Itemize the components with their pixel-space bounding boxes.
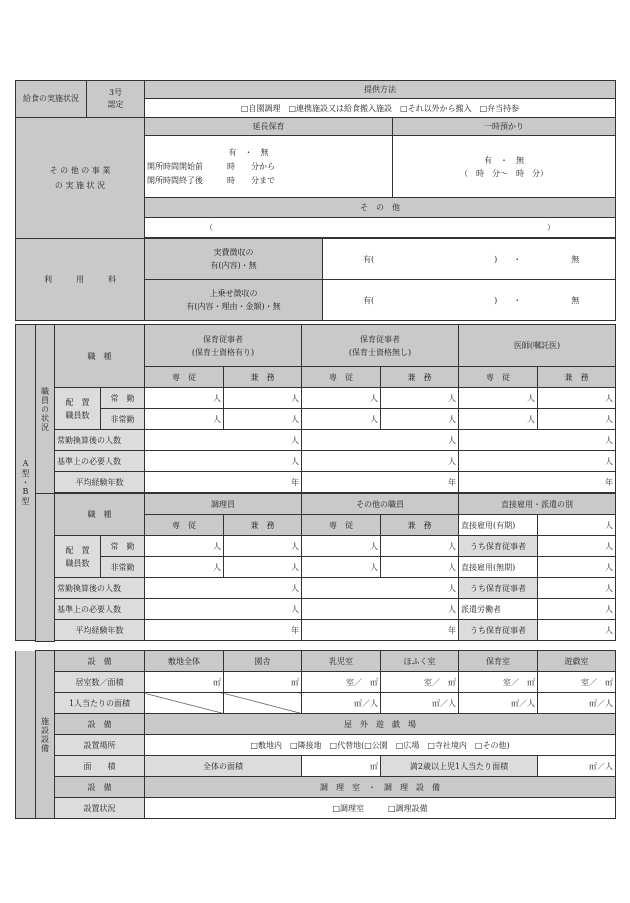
kenmu: 兼 務 (538, 367, 616, 388)
cell[interactable]: 人 (145, 388, 224, 409)
cell[interactable]: 人 (538, 536, 616, 557)
cell[interactable]: 室／ ㎡ (381, 672, 459, 693)
uwanose-label: 上乗せ徴収の 有(内容・理由・金額)・無 (145, 280, 323, 321)
jippi-label: 実費徴収の 有(内容)・無 (145, 239, 323, 280)
cell[interactable]: 人 (381, 536, 459, 557)
jokin: 常 勤 (101, 388, 145, 409)
cell[interactable]: 人 (538, 578, 616, 599)
cell[interactable]: 人 (302, 599, 459, 620)
cell[interactable]: 室／ ㎡ (538, 672, 616, 693)
cell[interactable]: 人 (538, 557, 616, 578)
head-play: 遊戯室 (538, 651, 616, 672)
cell[interactable]: 人 (459, 409, 538, 430)
cell[interactable]: 年 (459, 472, 616, 493)
setsubi: 設 備 (55, 777, 145, 798)
cell[interactable]: 人 (459, 430, 616, 451)
kenmu: 兼 務 (381, 367, 459, 388)
staff-facility-table (15, 324, 616, 642)
senju: 専 従 (459, 367, 538, 388)
col-doctor: 医師(嘱託医) (459, 325, 616, 367)
hijokin: 非常勤 (101, 557, 145, 578)
col-hoiku-yes: 保育従事者 (保育士資格有り) (145, 325, 302, 367)
area-label: 面 積 (55, 756, 145, 777)
keiken: 平均経験年数 (55, 472, 145, 493)
kenmu: 兼 務 (381, 515, 459, 536)
haichi-label-2: 配 置 職員数 (55, 536, 101, 578)
staff-section-cont (36, 494, 55, 642)
head-nursery: 保育室 (459, 651, 538, 672)
col-employment: 直接雇用・派遣の別 (459, 494, 616, 515)
cell[interactable]: 人 (145, 557, 224, 578)
hijokin: 非常勤 (101, 409, 145, 430)
total-area-input[interactable]: ㎡ (302, 756, 381, 777)
room-area: 居室数／面積 (55, 672, 145, 693)
extended-care-body[interactable] (145, 136, 393, 198)
cell[interactable]: 年 (145, 620, 302, 641)
setsubi: 設 備 (55, 651, 145, 672)
cell[interactable]: 人 (538, 515, 616, 536)
keiken: 平均経験年数 (55, 620, 145, 641)
kyushoku-label: 給食の実施状況 (16, 81, 87, 118)
head-infant: 乳児室 (302, 651, 381, 672)
facility-table (15, 650, 616, 819)
over2-area-input[interactable]: ㎡／人 (538, 756, 616, 777)
jippi-input[interactable]: 有( ) ・ 無 (323, 239, 616, 280)
extended-ari-nashi: 有 ・ 無 (228, 147, 269, 157)
cell[interactable]: 人 (145, 451, 302, 472)
direct-open: 直接雇用(無期) (459, 557, 538, 578)
cell[interactable]: 年 (145, 472, 302, 493)
cell[interactable]: 室／ ㎡ (302, 672, 381, 693)
col-other: その他の職員 (302, 494, 459, 515)
job-label-2: 職 種 (55, 494, 145, 536)
kitchen-options[interactable]: □調理室 □調理設備 (145, 798, 616, 819)
cell[interactable]: 人 (224, 536, 302, 557)
paren-close: ） (547, 223, 556, 232)
cell[interactable]: 人 (302, 451, 459, 472)
method-options[interactable]: □自園調理 □連携施設又は給食搬入施設 □それ以外から搬入 □弁当持参 (145, 99, 616, 118)
method-title: 提供方法 (145, 81, 616, 99)
cell[interactable]: 年 (302, 620, 459, 641)
cell[interactable]: 人 (224, 557, 302, 578)
kansan: 常勤換算後の人数 (55, 578, 145, 599)
cell[interactable]: 人 (302, 557, 381, 578)
cell[interactable]: 人 (224, 409, 302, 430)
cell[interactable]: ㎡ (145, 672, 224, 693)
kansan: 常勤換算後の人数 (55, 430, 145, 451)
kijun: 基準上の必要人数 (55, 599, 145, 620)
cell[interactable]: ㎡／人 (538, 693, 616, 714)
senju: 専 従 (145, 515, 224, 536)
haken: 派遣労働者 (459, 599, 538, 620)
other-business-label: そ の 他 の 事 業 の 実 施 状 況 (16, 118, 145, 239)
cell[interactable]: 人 (224, 388, 302, 409)
outdoor-title: 屋 外 遊 戯 場 (145, 714, 616, 735)
temp-care-title: 一時預かり (393, 118, 616, 136)
of-which: うち保育従事者 (459, 536, 538, 557)
cell[interactable]: 人 (302, 536, 381, 557)
job-label: 職 種 (55, 325, 145, 388)
senju: 専 従 (145, 367, 224, 388)
of-which: うち保育従事者 (459, 578, 538, 599)
cell[interactable]: 人 (145, 430, 302, 451)
kyushoku-type: 3号 認定 (87, 81, 145, 118)
location-options[interactable]: □敷地内 □隣接地 □代替地(□公園 □広場 □寺社境内 □その他) (145, 735, 616, 756)
open-start: 開所時間開始前 時 分から (147, 161, 275, 171)
kitchen-title: 調 理 室 ・ 調 理 設 備 (145, 777, 616, 798)
open-end: 開所時間終了後 時 分まで (147, 175, 275, 185)
type-label: A型・B型 (16, 325, 36, 641)
cell[interactable]: 人 (459, 388, 538, 409)
col-hoiku-no: 保育従事者 (保育士資格無し) (302, 325, 459, 367)
staff-section-label: 職員の状況 (36, 325, 55, 494)
cell[interactable]: 人 (302, 430, 459, 451)
of-which: うち保育従事者 (459, 620, 538, 641)
cell[interactable]: 人 (459, 451, 616, 472)
diag-cell (145, 693, 224, 714)
extended-care-title: 延長保育 (145, 118, 393, 136)
cell[interactable]: 室／ ㎡ (459, 672, 538, 693)
type-label-cont (16, 651, 36, 819)
diag-cell (224, 693, 302, 714)
over2-area-label: 満2歳以上児1人当たり面積 (381, 756, 538, 777)
cell[interactable]: 人 (538, 599, 616, 620)
senju: 専 従 (302, 367, 381, 388)
cell[interactable]: 人 (145, 536, 224, 557)
temp-care-body[interactable] (393, 136, 616, 198)
temp-ari-nashi: 有 ・ 無 (484, 155, 524, 165)
facility-section-label: 施設設備 (36, 651, 55, 819)
cell[interactable]: 人 (381, 388, 459, 409)
head-crawl: ほふく室 (381, 651, 459, 672)
top-table (15, 80, 616, 321)
cell[interactable]: 人 (381, 557, 459, 578)
kijun: 基準上の必要人数 (55, 451, 145, 472)
cell[interactable]: 人 (302, 578, 459, 599)
jokin: 常 勤 (101, 536, 145, 557)
per-person: 1人当たりの面積 (55, 693, 145, 714)
setsubi: 設 備 (55, 714, 145, 735)
head-site: 敷地全体 (145, 651, 224, 672)
cell[interactable]: ㎡／人 (302, 693, 381, 714)
sonota-input[interactable] (145, 218, 616, 238)
cell[interactable]: ㎡ (224, 672, 302, 693)
cell[interactable]: 人 (145, 578, 302, 599)
fee-label: 利 用 料 (16, 239, 145, 321)
cell[interactable]: 年 (302, 472, 459, 493)
cell[interactable]: 人 (145, 409, 224, 430)
kenmu: 兼 務 (224, 515, 302, 536)
status-label: 設置状況 (55, 798, 145, 819)
col-cook: 調理員 (145, 494, 302, 515)
cell[interactable]: 人 (302, 409, 381, 430)
cell[interactable]: 人 (302, 388, 381, 409)
kenmu: 兼 務 (224, 367, 302, 388)
cell[interactable]: 人 (538, 388, 616, 409)
sonota-title: そ の 他 (145, 198, 616, 218)
cell[interactable]: 人 (538, 620, 616, 641)
cell[interactable]: ㎡／人 (381, 693, 459, 714)
head-building: 園舎 (224, 651, 302, 672)
location-label: 設置場所 (55, 735, 145, 756)
paren-open: （ (205, 223, 213, 232)
direct-fixed: 直接雇用(有期) (459, 515, 538, 536)
cell[interactable]: 人 (145, 599, 302, 620)
cell[interactable]: 人 (381, 409, 459, 430)
total-area-label: 全体の面積 (145, 756, 302, 777)
haichi-label: 配 置 職員数 (55, 388, 101, 430)
cell[interactable]: 人 (538, 409, 616, 430)
uwanose-input[interactable]: 有( ) ・ 無 (323, 280, 616, 321)
temp-time: （ 時 分～ 時 分） (460, 168, 548, 178)
cell[interactable]: ㎡／人 (459, 693, 538, 714)
senju: 専 従 (302, 515, 381, 536)
